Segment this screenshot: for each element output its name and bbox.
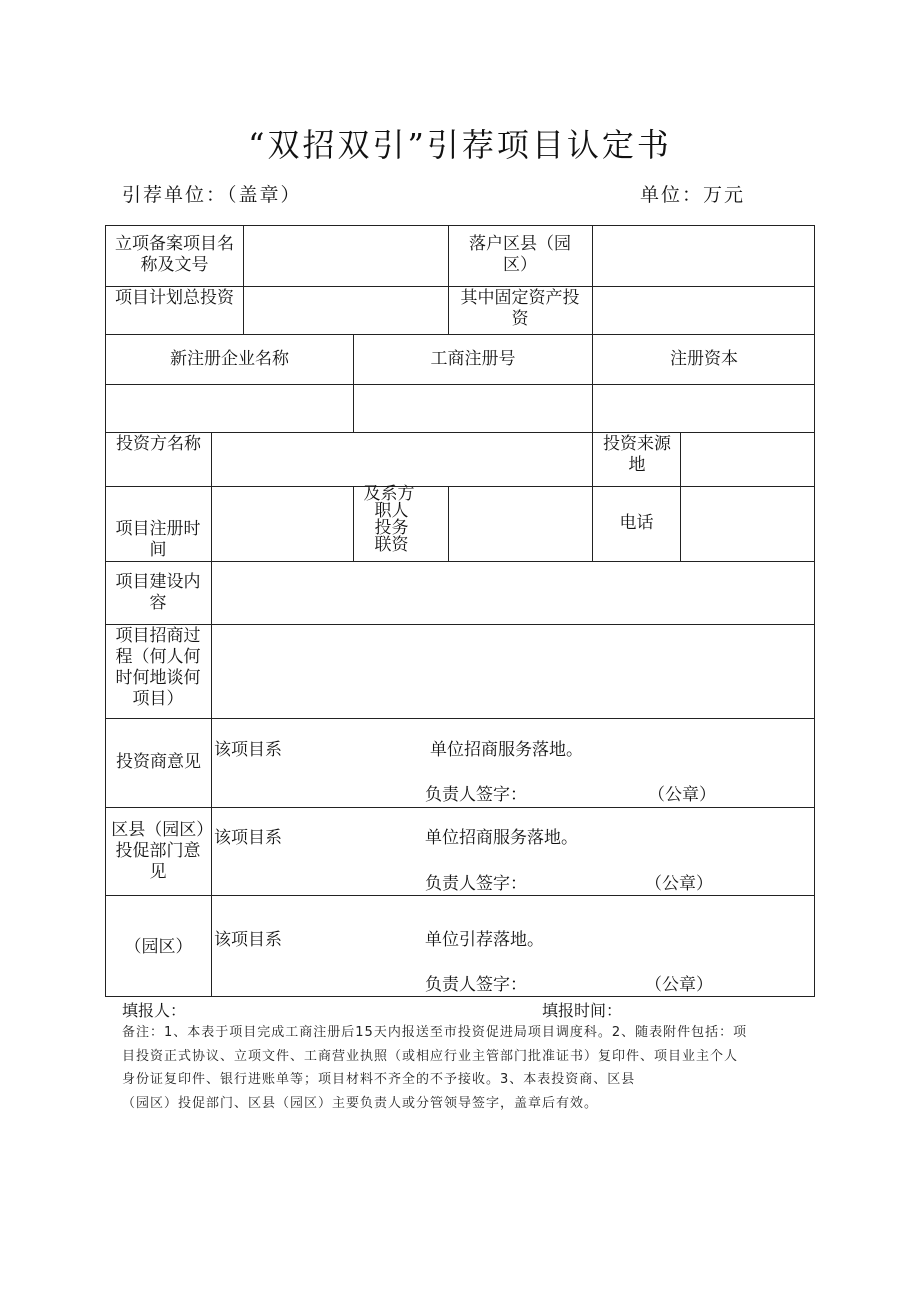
- park-opinion-prefix: 该项目系: [214, 930, 282, 950]
- investor-opinion-label: 投资商意见: [116, 752, 201, 772]
- reg-time-label: 项目注册时间: [115, 519, 201, 560]
- district-seal-label: （公章）: [645, 874, 713, 894]
- note-line: 身份证复印件、银行进账单等；项目材料不齐全的不予接收。3、本表投资商、区县: [122, 1072, 636, 1087]
- reg-number-label: 工商注册号: [430, 349, 516, 369]
- contact-label-2: 职人: [374, 501, 409, 521]
- source-label: 投资来源地: [603, 434, 671, 475]
- contact-label-1: 及系方: [363, 484, 415, 504]
- col-divider: [448, 225, 449, 334]
- contact-label-4: 联资: [374, 535, 409, 555]
- district-opinion-text: 单位招商服务落地。: [425, 828, 578, 848]
- district-opinion-label: 区县（园区）投促部门意见: [111, 820, 205, 882]
- reg-capital-label: 注册资本: [670, 349, 738, 369]
- fill-time-label: 填报时间：: [542, 1001, 623, 1020]
- unit-label: 单位：万元: [640, 184, 746, 206]
- park-signature-label: 负责人签字：: [425, 975, 527, 995]
- investor-seal-label: （公章）: [648, 785, 716, 805]
- note-line: （园区）投促部门、区县（园区）主要负责人或分管领导签字，盖章后有效。: [122, 1095, 599, 1111]
- col-divider: [592, 432, 593, 561]
- company-name-label: 新注册企业名称: [170, 349, 289, 369]
- col-divider: [243, 225, 244, 334]
- district-signature-label: 负责人签字：: [425, 874, 527, 894]
- district-label: 落户区县（园区）: [469, 234, 571, 275]
- investor-opinion-prefix: 该项目系: [214, 740, 282, 760]
- district-opinion-prefix: 该项目系: [214, 828, 282, 848]
- col-divider: [592, 225, 593, 334]
- investor-opinion-text: 单位招商服务落地。: [430, 740, 583, 760]
- note-line: 备注：1、本表于项目完成工商注册后15天内报送至市投资促进局项目调度科。2、随表附件包括：项: [122, 1025, 748, 1040]
- col-divider: [448, 486, 449, 561]
- page-title: “双招双引”引荐项目认定书: [248, 126, 672, 164]
- row-divider: [105, 286, 815, 287]
- phone-label: 电话: [619, 513, 654, 533]
- notes: [122, 1021, 812, 1115]
- contact-label-3: 投务: [374, 518, 409, 538]
- row-divider: [105, 384, 815, 385]
- park-label: （园区）: [124, 937, 193, 957]
- total-investment-label: 项目计划总投资: [115, 288, 234, 308]
- project-name-label: 立项备案项目名称及文号: [115, 234, 234, 275]
- process-label: 项目招商过程（何人何时何地谈何项目）: [115, 626, 201, 709]
- content-label: 项目建设内容: [115, 572, 201, 613]
- filler-label: 填报人：: [122, 1001, 187, 1020]
- note-line: 目投资正式协议、立项文件、工商营业执照（或相应行业主管部门批准证书）复印件、项目业主个人: [122, 1048, 739, 1064]
- investor-label: 投资方名称: [116, 434, 201, 454]
- row-divider: [105, 334, 815, 335]
- park-seal-label: （公章）: [645, 975, 713, 995]
- col-divider: [680, 432, 681, 561]
- investor-signature-label: 负责人签字：: [425, 785, 527, 805]
- fixed-assets-label: 其中固定资产投资: [460, 288, 580, 329]
- recommender-label: 引荐单位：（盖章）: [122, 184, 302, 206]
- col-divider: [211, 432, 212, 997]
- park-opinion-text: 单位引荐落地。: [425, 930, 544, 950]
